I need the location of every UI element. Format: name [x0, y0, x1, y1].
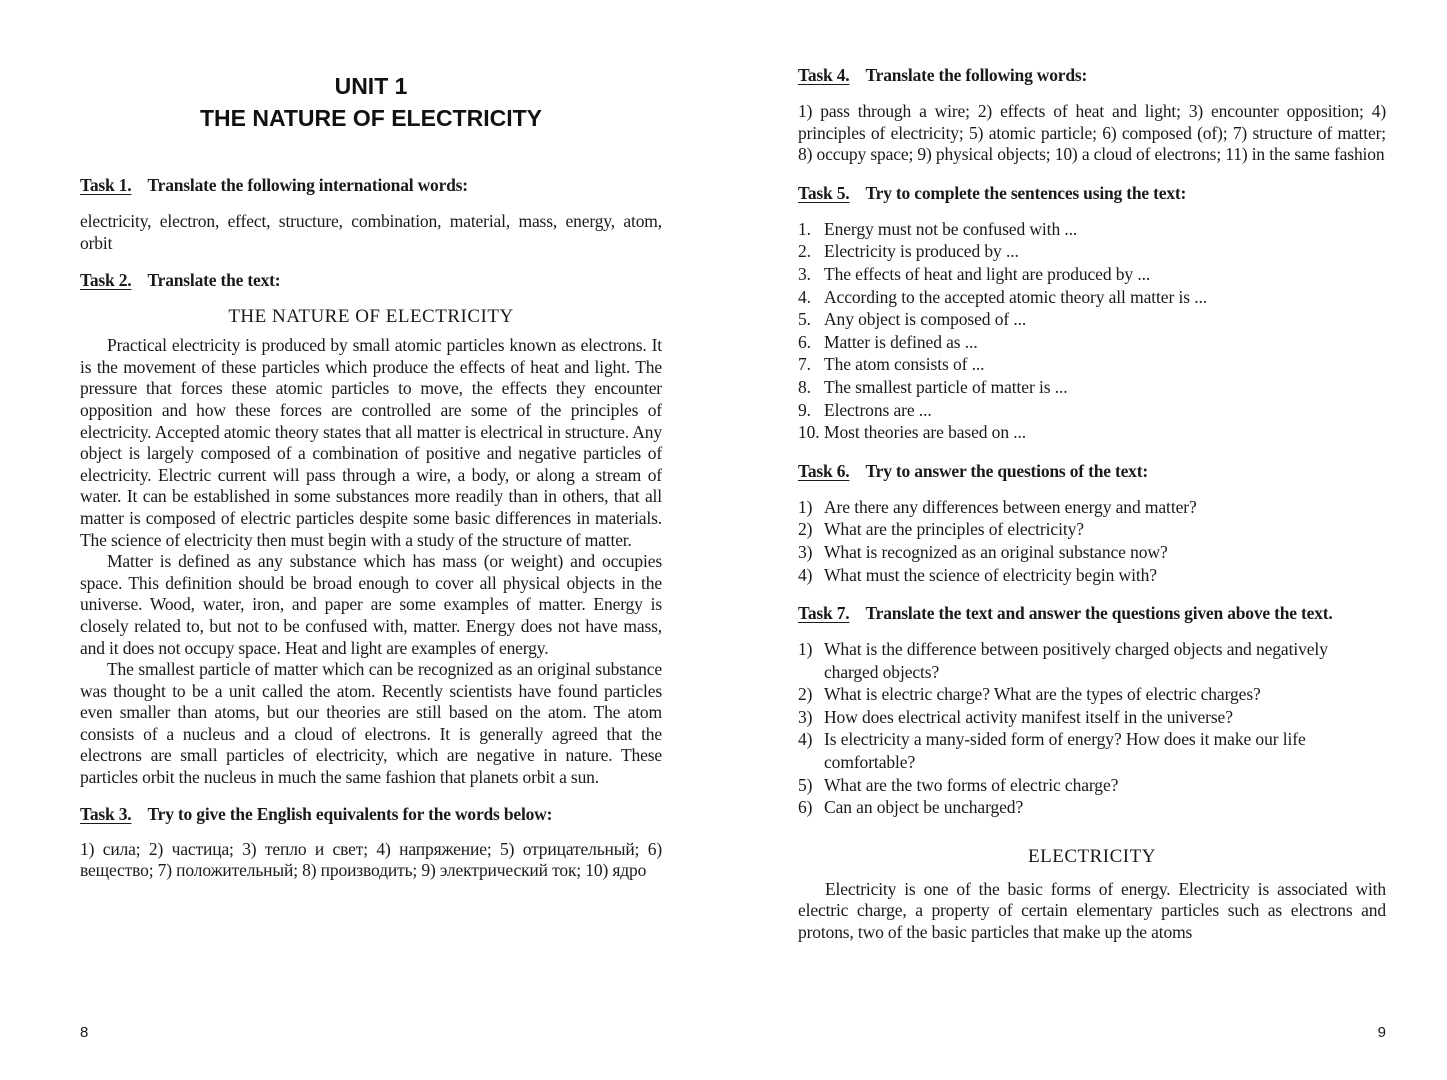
page-number-left: 8	[80, 1024, 89, 1041]
task-3-word-list: 1) сила; 2) частица; 3) тепло и свет; 4) напряжение; 5) отрицательный; 6) вещество; 7) положительный; 8) производить; 9) электрический ток; 10) ядро	[80, 838, 662, 881]
task-2-number: Task 2.	[80, 270, 132, 291]
reading-paragraph-2: Matter is defined as any substance which has mass (or weight) and occupies space. This definition should be broad enough to cover all physical objects in the universe. Wood, water, iron, and paper are some examples of matter. Energy is closely related to, but not to be confused with, matter. Energy does not have mass, and it does not occupy space. Heat and light are examples of energy.	[80, 551, 662, 658]
list-item: 1. Energy must not be confused with ...	[798, 218, 1078, 239]
task-3-heading	[80, 803, 662, 825]
electricity-text-title: ELECTRICITY	[1028, 845, 1156, 867]
task-6-instruction: Try to answer the questions of the text:	[865, 460, 1148, 481]
task-4-number: Task 4.	[798, 65, 850, 85]
left-page	[80, 0, 662, 1080]
list-item: 3. The effects of heat and light are produced by ...	[798, 263, 1151, 284]
task-7-question-list	[798, 638, 1386, 819]
reading-paragraph-3: The smallest particle of matter which can be recognized as an original substance was thought to be a unit called the atom. Recently scientists have found particles even smaller than atoms, but our theories are still based on the atom. The atom consists of a nucleus and a cloud of electrons. It is generally agreed that the electrons are small particles of electricity, which are negative in nature. These particles orbit the nucleus in much the same fashion that planets orbit a sun.	[80, 659, 662, 788]
list-item: 4) Is electricity a many-sided form of energy? How does it make our life comfortable?	[798, 729, 1306, 773]
task-1-word-list: electricity, electron, effect, structure, combination, material, mass, energy, atom, orbit	[80, 211, 662, 253]
list-item: 3) How does electrical activity manifest itself in the universe?	[798, 706, 1233, 727]
task-1-heading	[80, 174, 662, 196]
task-6-question-list	[798, 496, 1386, 586]
list-item: 9. Electrons are ...	[798, 399, 932, 420]
reading-text-title: THE NATURE OF ELECTRICITY	[228, 306, 514, 328]
list-item: 5. Any object is composed of ...	[798, 309, 1027, 330]
list-item: 1) Are there any differences between energy and matter?	[798, 496, 1197, 517]
task-7-instruction: Translate the text and answer the questions given above the text.	[865, 603, 1333, 624]
list-item: 10. Most theories are based on ...	[798, 422, 1027, 443]
task-5-number: Task 5.	[798, 182, 850, 203]
list-item: 2. Electricity is produced by ...	[798, 241, 1019, 262]
list-item: 2) What is electric charge? What are the types of electric charges?	[798, 684, 1261, 705]
list-item: 6. Matter is defined as ...	[798, 331, 978, 352]
task-4-heading	[798, 64, 1386, 86]
unit-title: THE NATURE OF ELECTRICITY	[199, 105, 542, 131]
task-6-heading	[798, 460, 1386, 482]
task-6-number: Task 6.	[798, 460, 850, 481]
page-number-right: 9	[1377, 1024, 1386, 1041]
task-5-instruction: Try to complete the sentences using the text:	[865, 182, 1187, 203]
list-item: 3) What is recognized as an original substance now?	[798, 541, 1168, 562]
task-1-instruction: Translate the following international words:	[147, 175, 468, 195]
list-item: 1) What is the difference between positively charged objects and negatively charged objects?	[798, 639, 1328, 682]
list-item: 6) Can an object be uncharged?	[798, 797, 1024, 818]
list-item: 4) What must the science of electricity begin with?	[798, 564, 1157, 585]
list-item: 7. The atom consists of ...	[798, 354, 985, 375]
task-4-word-list: 1) pass through a wire; 2) effects of heat and light; 3) encounter opposition; 4) principles of electricity; 5) atomic particle; 6) composed (of); 7) structure of matter; 8) occupy space; 9) physical objects; 10) a cloud of electrons; 11) in the same fashion	[798, 101, 1386, 165]
list-item: 5) What are the two forms of electric charge?	[798, 774, 1119, 795]
task-5-heading	[798, 182, 1386, 204]
list-item: 2) What are the principles of electricity?	[798, 519, 1084, 540]
task-7-number: Task 7.	[798, 603, 850, 624]
task-3-instruction: Try to give the English equivalents for the words below:	[147, 803, 553, 824]
electricity-paragraph: Electricity is one of the basic forms of energy. Electricity is associated with electric charge, a property of certain elementary particles such as electrons and protons, two of the basic particles that make up the atoms	[798, 878, 1386, 943]
task-4-instruction: Translate the following words:	[865, 65, 1088, 85]
task-3-number: Task 3.	[80, 803, 132, 824]
task-1-number: Task 1.	[80, 175, 132, 195]
list-item: 8. The smallest particle of matter is ...	[798, 376, 1068, 397]
task-7-heading	[798, 602, 1386, 624]
right-page	[798, 0, 1386, 1080]
task-2-heading	[80, 269, 662, 291]
task-5-sentence-list	[798, 218, 1386, 444]
task-2-instruction: Translate the text:	[147, 270, 281, 291]
reading-paragraph-1: Practical electricity is produced by small atomic particles known as electrons. It is the movement of these particles which produce the effects of heat and light. The pressure that forces these atomic particles to move, the effects they encounter opposition and how these forces are controlled are some of the principles of electricity. Accepted atomic theory states that all matter is electrical in structure. Any object is largely composed of a combination of positive and negative particles of electricity. Electric current will pass through a wire, a body, or along a stream of water. It can be established in some substances more readily than in others, that all matter is composed of electric particles despite some basic differences in materials. The science of electricity then must begin with a study of the structure of matter.	[80, 335, 662, 550]
unit-number: UNIT 1	[334, 73, 408, 99]
list-item: 4. According to the accepted atomic theory all matter is ...	[798, 286, 1208, 307]
